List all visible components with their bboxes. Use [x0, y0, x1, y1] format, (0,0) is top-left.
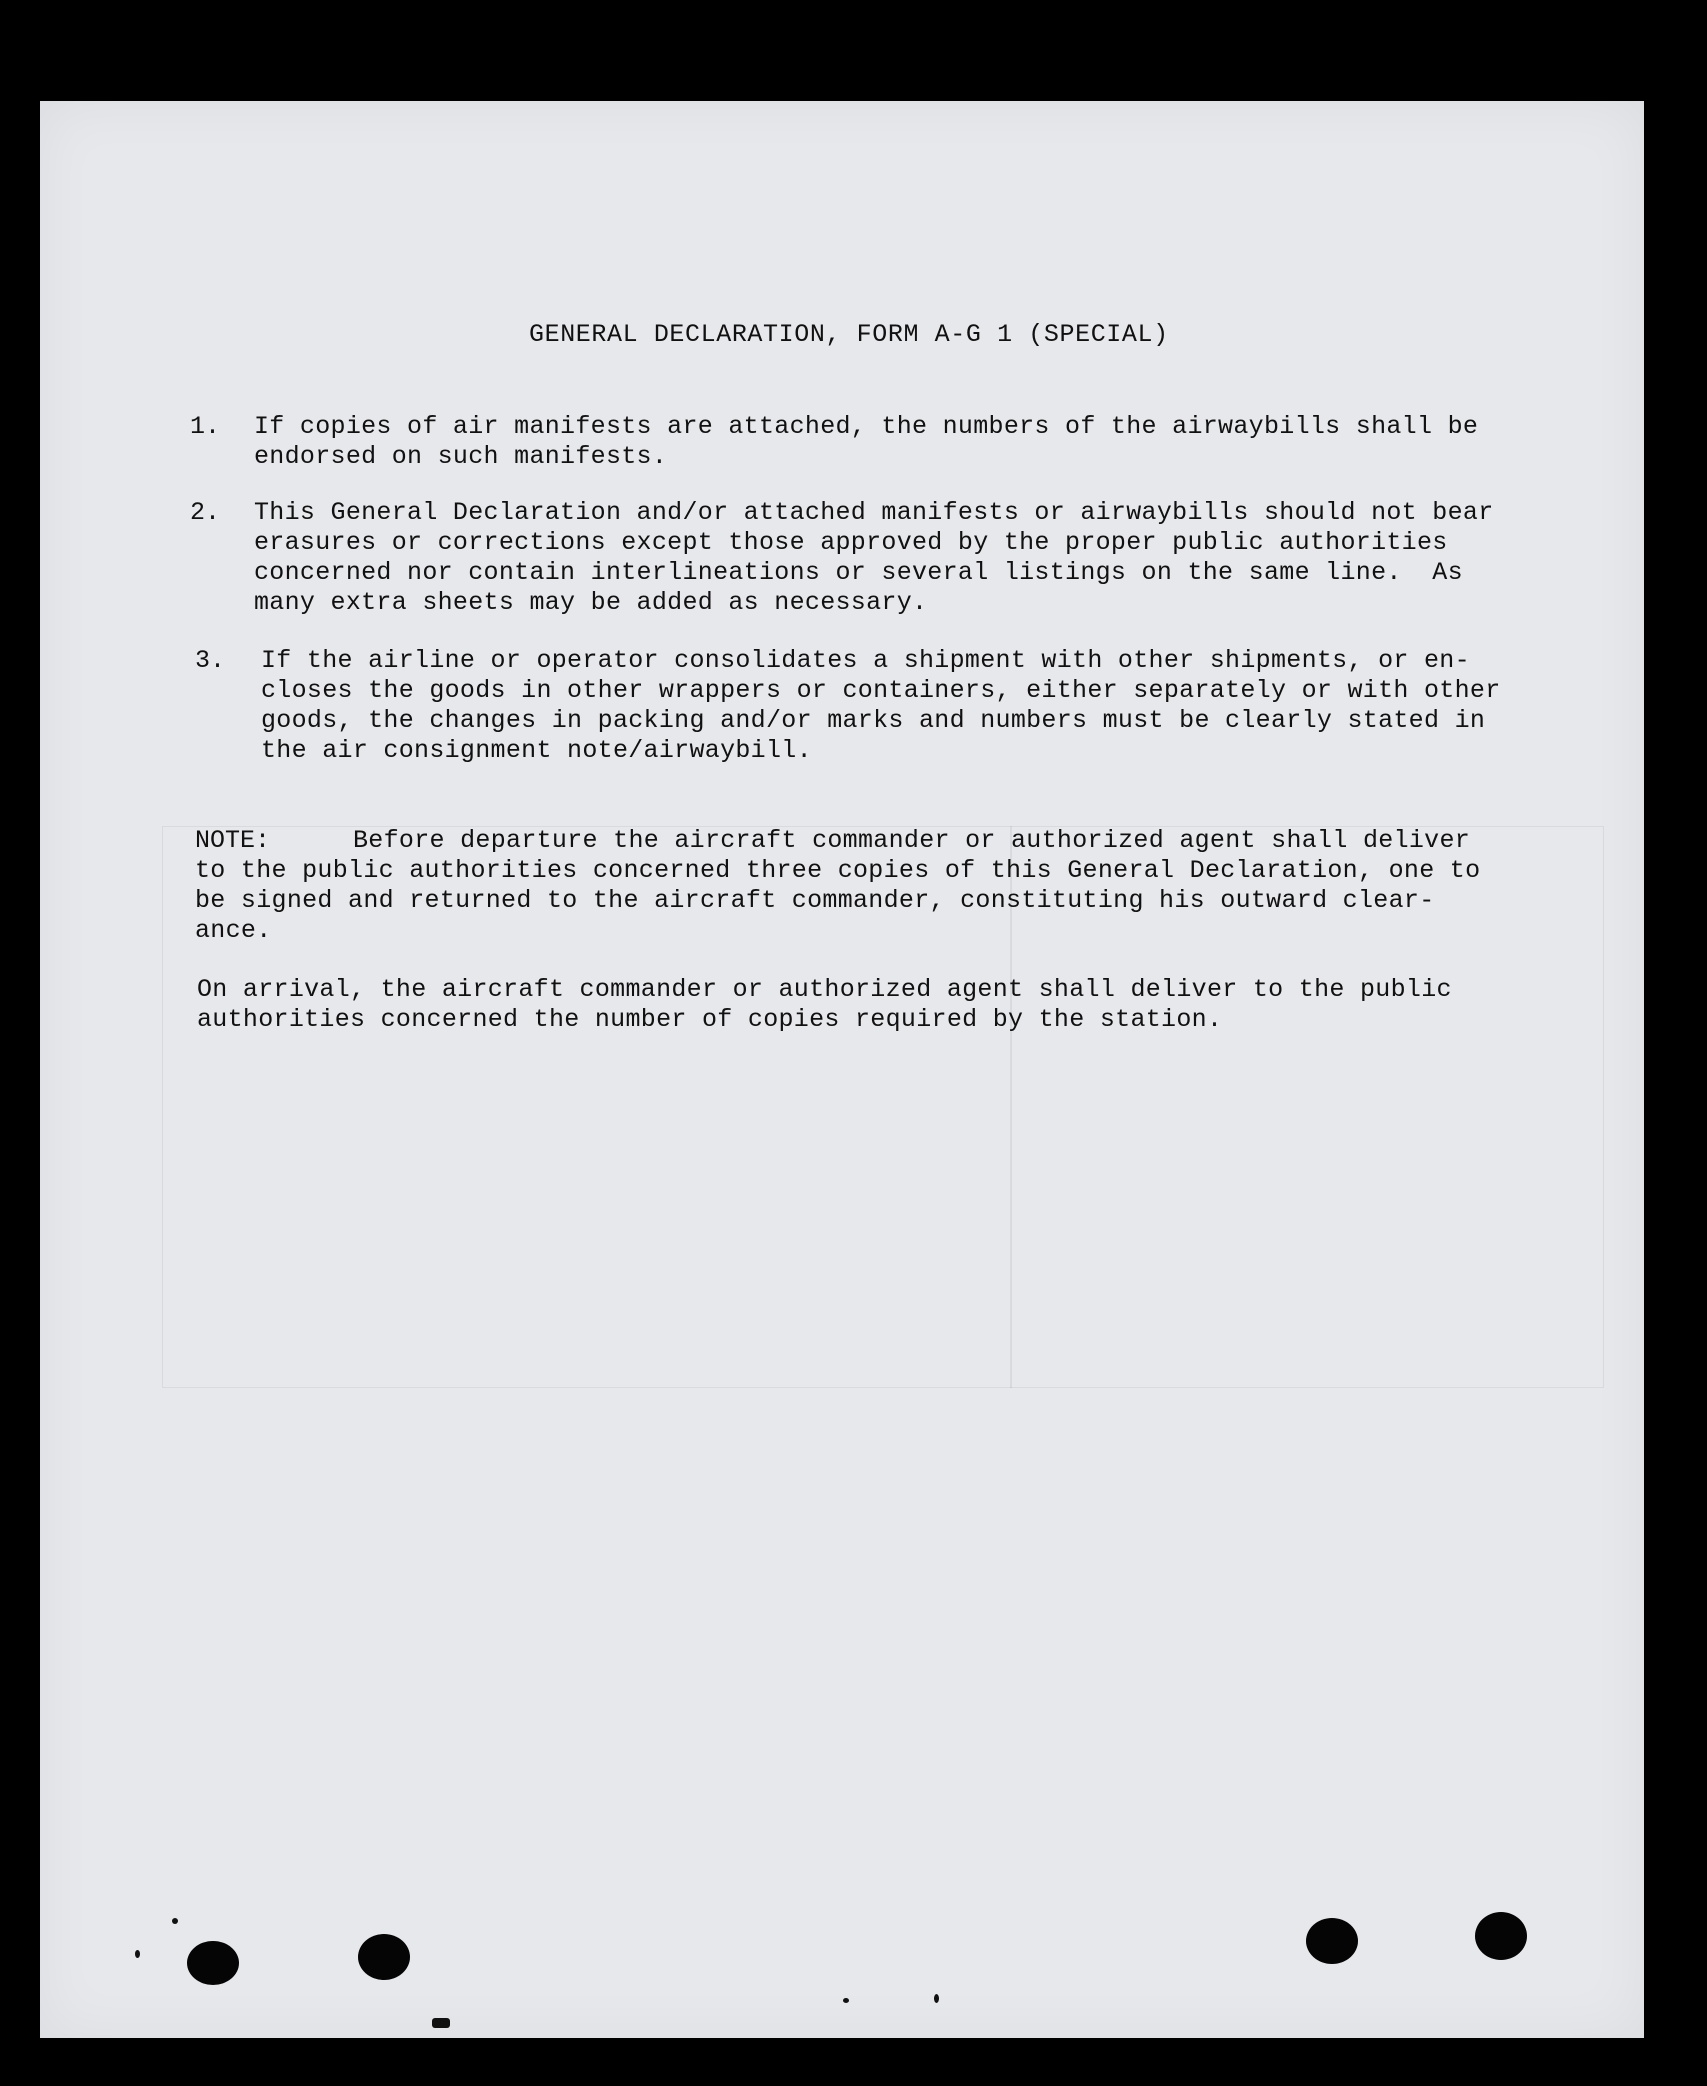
item-line: If copies of air manifests are attached, the numbers of the airwaybills shall be: [254, 412, 1479, 441]
note-line: be signed and returned to the aircraft commander, constituting his outward clear-: [195, 886, 1435, 915]
item-text: [261, 646, 1531, 766]
speck: [172, 1918, 178, 1924]
note-line: to the public authorities concerned three copies of this General Declaration, one to: [195, 856, 1481, 885]
speck: [135, 1950, 140, 1958]
item-line: goods, the changes in packing and/or marks and numbers must be clearly stated in: [261, 706, 1486, 735]
item-line: erasures or corrections except those approved by the proper public authorities: [254, 528, 1448, 557]
item-text: [254, 412, 1522, 472]
note-text: [195, 826, 1525, 946]
item-number: 1.: [190, 412, 221, 441]
arrival-line: On arrival, the aircraft commander or authorized agent shall deliver to the public: [197, 975, 1452, 1004]
item-line: If the airline or operator consolidates a shipment with other shipments, or en-: [261, 646, 1470, 675]
arrival-text: [197, 975, 1527, 1035]
item-number: 2.: [190, 498, 221, 527]
item-text: [254, 498, 1522, 618]
note-line: ance.: [195, 916, 272, 945]
item-number: 3.: [195, 646, 226, 675]
note-line: Before departure the aircraft commander or authorized agent shall deliver: [353, 826, 1471, 855]
document-title: GENERAL DECLARATION, FORM A-G 1 (SPECIAL): [529, 320, 1169, 349]
item-line: This General Declaration and/or attached manifests or airwaybills should not bear: [254, 498, 1494, 527]
paper-sheet: [40, 101, 1644, 2038]
punch-hole: [358, 1934, 410, 1980]
punch-hole: [187, 1941, 239, 1985]
speck: [432, 2018, 450, 2028]
note-label: NOTE:: [195, 826, 271, 855]
arrival-line: authorities concerned the number of copies required by the station.: [197, 1005, 1223, 1034]
item-line: closes the goods in other wrappers or containers, either separately or with other: [261, 676, 1501, 705]
punch-hole: [1475, 1912, 1527, 1960]
item-line: the air consignment note/airwaybill.: [261, 736, 812, 765]
speck: [843, 1998, 849, 2003]
punch-hole: [1306, 1918, 1358, 1964]
item-line: many extra sheets may be added as necessary.: [254, 588, 928, 617]
speck: [934, 1994, 939, 2003]
item-line: endorsed on such manifests.: [254, 442, 668, 471]
item-line: concerned nor contain interlineations or several listings on the same line. As: [254, 558, 1463, 587]
